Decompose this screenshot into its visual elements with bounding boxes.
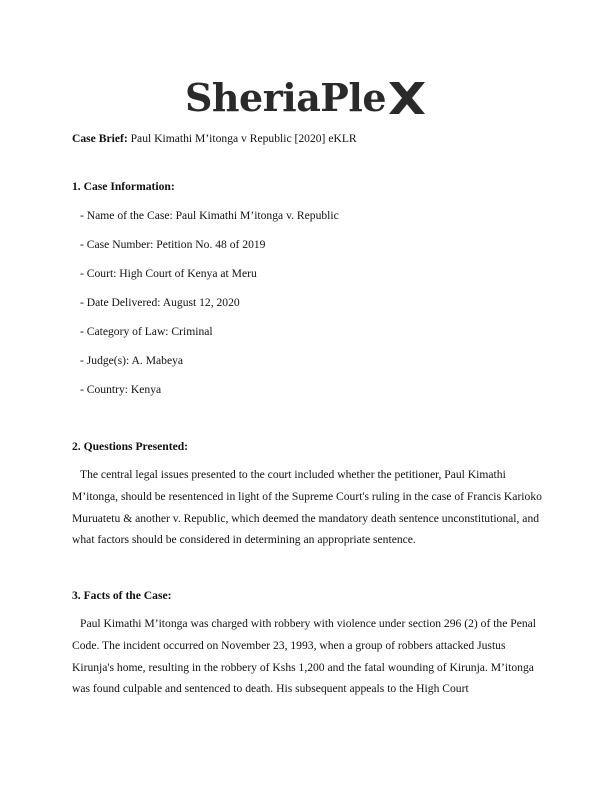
category-of-law-item: - Category of Law: Criminal: [80, 325, 213, 338]
case-information-list: [72, 207, 542, 399]
case-brief-line: [72, 130, 542, 148]
case-information-section: [72, 178, 542, 399]
country-item: - Country: Kenya: [80, 383, 162, 396]
logo-wordmark: SheriaPle: [184, 75, 386, 120]
facts-text: Paul Kimathi M’itonga was charged with robbery with violence under section 296 (2) of the Penal Code. The incident occurred on November 23, 1993, when a group of robbers attacked Justus Kirunja's home, resulting in the robbery of Kshs 1,200 and the fatal wounding of Kirunja. M’itonga was found culpable and sentenced to death. His subsequent appeals to the High Court: [72, 617, 537, 696]
facts-heading: 3. Facts of the Case:: [72, 589, 172, 602]
questions-presented-text: The central legal issues presented to the court included whether the petitioner, Paul Kimathi M’itonga, should be resentenced in light of the Supreme Court's ruling in the case of Francis Karioko Muruatetu & another v. Republic, which deemed the mandatory death sentence unconstitutional, and what factors should be considered in determining an appropriate sentence.: [72, 468, 542, 547]
questions-presented-paragraph: [72, 464, 542, 551]
questions-presented-heading: 2. Questions Presented:: [72, 440, 189, 453]
facts-section: [72, 587, 542, 700]
judges-item: - Judge(s): A. Mabeya: [80, 354, 184, 367]
logo-x-mark: [387, 80, 427, 116]
case-number-item: - Case Number: Petition No. 48 of 2019: [80, 238, 266, 251]
questions-presented-section: [72, 438, 542, 551]
court-item: - Court: High Court of Kenya at Meru: [80, 267, 257, 280]
case-brief-header: [72, 130, 542, 148]
case-brief-title: Paul Kimathi M’itonga v Republic [2020] eKLR: [130, 132, 357, 145]
sheriaplex-logo: [0, 72, 612, 124]
date-delivered-item: - Date Delivered: August 12, 2020: [80, 296, 240, 309]
case-brief-label: Case Brief:: [72, 132, 128, 145]
case-information-heading: 1. Case Information:: [72, 180, 175, 193]
case-name-item: - Name of the Case: Paul Kimathi M’itonga v. Republic: [80, 209, 339, 222]
facts-paragraph: [72, 613, 542, 700]
